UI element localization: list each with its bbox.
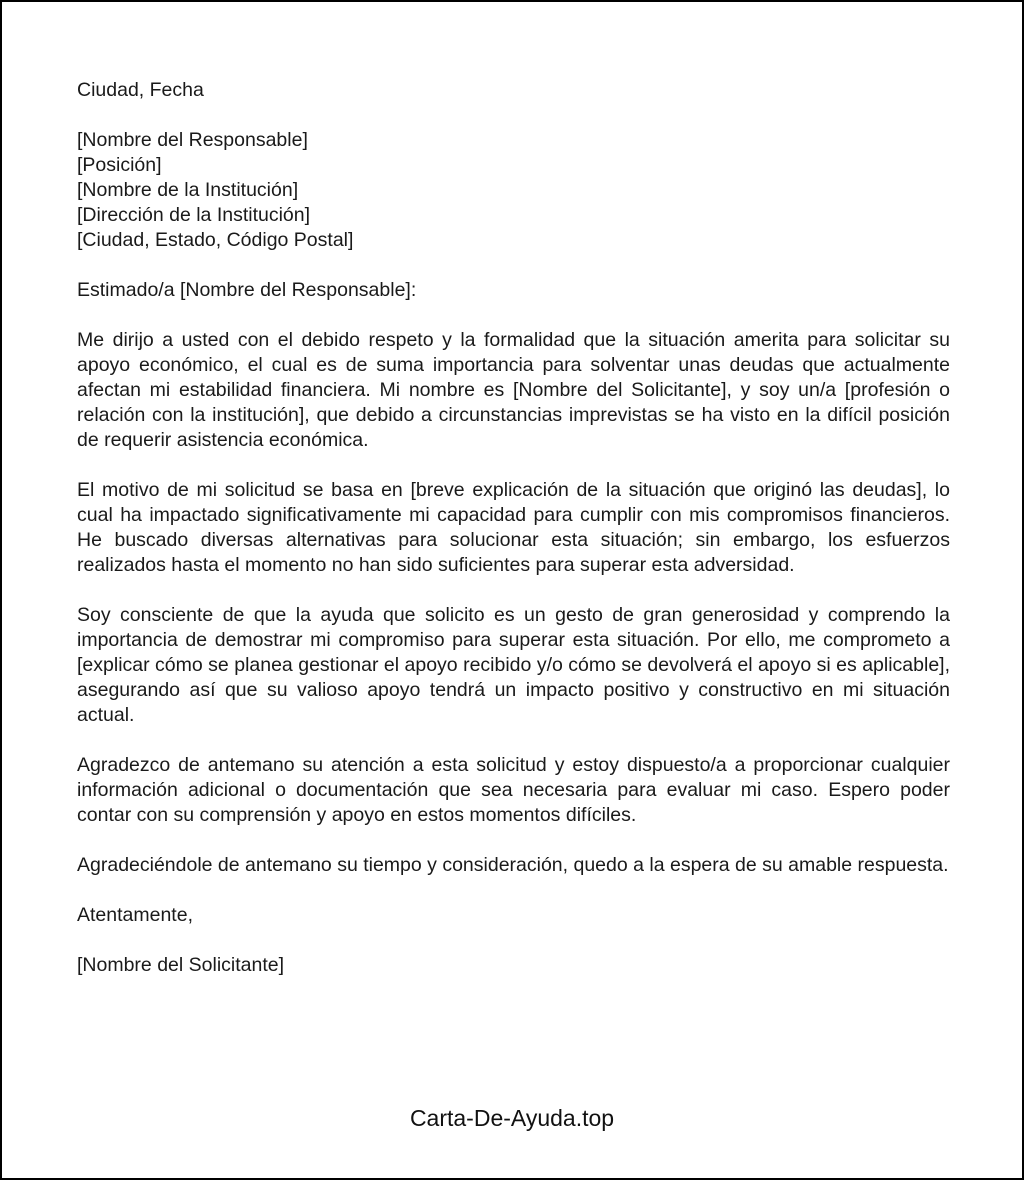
signature-block [77, 953, 950, 978]
closing-block [77, 903, 950, 928]
recipient-institution: [Nombre de la Institución] [77, 179, 299, 201]
letter-body [77, 78, 950, 1003]
paragraph-closing-remark: Agradeciéndole de antemano su tiempo y consideración, quedo a la espera de su amable respuesta. [77, 854, 949, 876]
recipient-institution-address: [Dirección de la Institución] [77, 204, 311, 226]
paragraph-reason: El motivo de mi solicitud se basa en [breve explicación de la situación que originó las deudas], lo cual ha impactado significativamente mi capacidad para cumplir con mis compromisos financieros. He buscado diversas alternativas para solucionar esta situación; sin embargo, los esfuerzos realizados hasta el momento no han sido suficientes para superar esta adversidad. [77, 479, 950, 576]
closing: Atentamente, [77, 904, 193, 926]
salutation: Estimado/a [Nombre del Responsable]: [77, 279, 417, 301]
recipient-city-state-zip: [Ciudad, Estado, Código Postal] [77, 229, 354, 251]
recipient-address [77, 128, 950, 253]
salutation-block [77, 278, 950, 303]
paragraph-gratitude: Agradezco de antemano su atención a esta solicitud y estoy dispuesto/a a proporcionar cualquier información adicional o documentación que sea necesaria para evaluar mi caso. Espero poder contar con su comprensión y apoyo en estos momentos difíciles. [77, 754, 950, 826]
recipient-position: [Posición] [77, 154, 162, 176]
recipient-name: [Nombre del Responsable] [77, 129, 308, 151]
footer-site-name: Carta-De-Ayuda.top [409, 1105, 615, 1131]
paragraph-commitment: Soy consciente de que la ayuda que solicito es un gesto de gran generosidad y comprendo la importancia de demostrar mi compromiso para superar esta situación. Por ello, me comprometo a [explicar cómo se planea gestionar el apoyo recibido y/o cómo se devolverá el apoyo si es aplicable], asegurando así que su valioso apoyo tendrá un impacto positivo y constructivo en mi situación actual. [77, 604, 950, 726]
date-line-block [77, 78, 950, 103]
signature: [Nombre del Solicitante] [77, 954, 285, 976]
date-line: Ciudad, Fecha [77, 79, 204, 101]
paragraph-introduction: Me dirijo a usted con el debido respeto y la formalidad que la situación amerita para solicitar su apoyo económico, el cual es de suma importancia para solventar unas deudas que actualmente afectan mi estabilidad financiera. Mi nombre es [Nombre del Solicitante], y soy un/a [profesión o relación con la institución], que debido a circunstancias imprevistas se ha visto en la difícil posición de requerir asistencia económica. [77, 329, 950, 451]
